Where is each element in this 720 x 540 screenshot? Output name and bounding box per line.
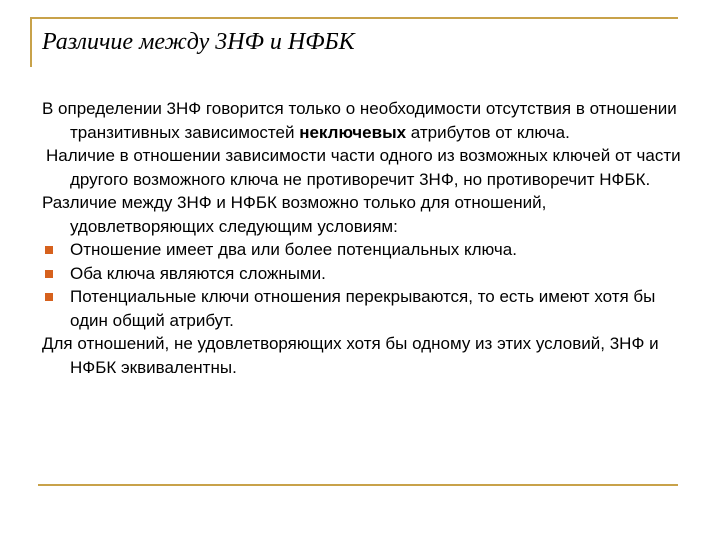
paragraph-key-dependency: Наличие в отношении зависимости части одного из возможных ключей от части другого возможного ключа не противоречит 3НФ, но противоречит НФБК. [46,146,681,189]
slide-body [42,97,682,379]
title-frame-top-rule [30,17,678,19]
paragraph-3nf-definition [42,97,682,144]
square-bullet-icon [45,246,53,254]
list-item-text: Оба ключа являются сложными. [70,263,326,283]
title-frame-left-rule [30,17,32,67]
paragraph-3nf-definition-tail: атрибутов от ключа. [406,122,570,142]
paragraph-equivalence: Для отношений, не удовлетворяющих хотя бы одному из этих условий, 3НФ и НФБК эквивалентны. [42,334,659,377]
footer-rule [38,484,678,486]
paragraph-conditions-intro: Различие между 3НФ и НФБК возможно только для отношений, удовлетворяющих следующим условиям: [42,193,547,236]
slide-title: Различие между 3НФ и НФБК [42,29,355,55]
list-item [42,262,682,286]
list-item-text: Отношение имеет два или более потенциальных ключа. [70,240,517,259]
list-item [42,285,682,332]
paragraph-3nf-definition-text: В определении 3НФ говорится только о необходимости отсутствия в отношении транзитивных зависимостей [42,99,677,142]
list-item [42,238,682,262]
square-bullet-icon [45,270,53,278]
square-bullet-icon [45,293,53,301]
emphasis-non-key: неключевых [299,122,407,142]
list-item-text: Потенциальные ключи отношения перекрываются, то есть имеют хотя бы один общий атрибут. [70,287,656,330]
